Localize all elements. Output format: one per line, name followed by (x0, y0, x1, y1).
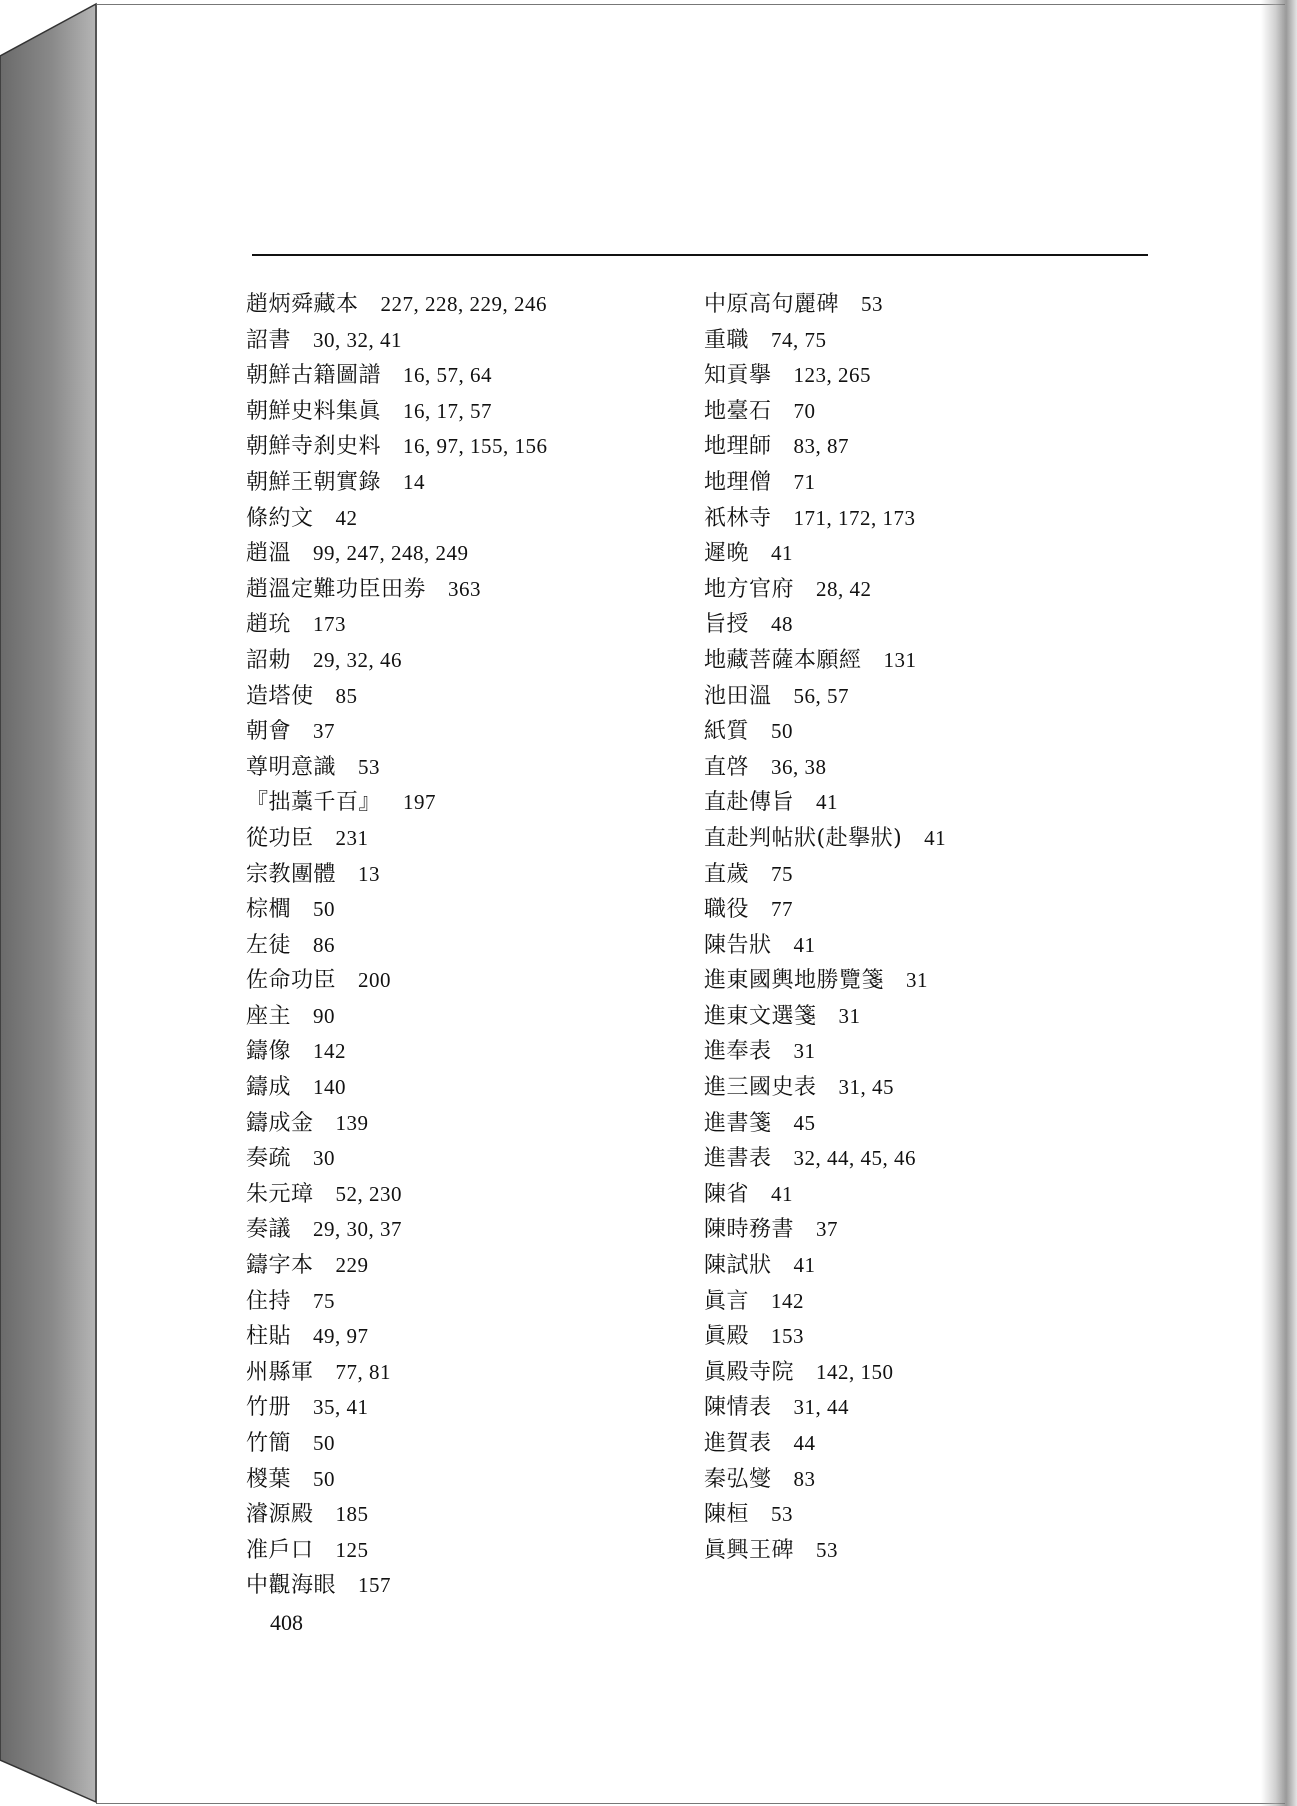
index-term: 住持 (246, 1288, 292, 1314)
index-term: 造塔使 (246, 683, 314, 709)
index-entry (246, 1177, 548, 1213)
index-term: 趙炳舜藏本 (246, 292, 359, 317)
index-entry (246, 394, 548, 430)
index-entry (246, 607, 548, 643)
index-term: 趙玧 (246, 612, 292, 638)
index-page-refs: 50 (771, 719, 794, 744)
index-page-refs: 171, 172, 173 (793, 505, 916, 530)
index-entry (704, 536, 946, 572)
index-term: 眞言 (704, 1288, 750, 1314)
index-page-refs: 16, 97, 155, 156 (403, 434, 548, 459)
index-page-refs: 31 (906, 968, 929, 993)
index-page-refs: 50 (313, 1431, 336, 1455)
index-term: 尊明意識 (246, 754, 337, 780)
index-term: 濬源殿 (246, 1502, 314, 1528)
index-entry (704, 465, 946, 501)
index-page-refs: 142 (313, 1039, 347, 1064)
index-page-refs: 142 (771, 1288, 805, 1313)
index-entry (704, 1390, 946, 1426)
index-term: 陳桓 (704, 1502, 750, 1528)
index-entry (246, 1284, 548, 1320)
index-entry (704, 1212, 946, 1248)
index-entry (246, 643, 548, 679)
index-page-refs: 139 (335, 1110, 369, 1135)
index-entry (246, 821, 548, 857)
index-entry (704, 892, 946, 928)
index-term: 進東國輿地勝覽箋 (704, 968, 885, 994)
index-entry (246, 429, 548, 465)
index-term: 朝鮮寺刹史料 (246, 434, 382, 460)
index-page-refs: 41 (771, 541, 794, 566)
index-term: 條約文 (246, 505, 314, 531)
index-term: 陳情表 (704, 1395, 772, 1421)
index-term: 詔書 (246, 327, 292, 353)
index-page-refs: 74, 75 (771, 327, 827, 352)
index-entry (246, 465, 548, 501)
index-entry (246, 928, 548, 964)
index-page-refs: 86 (313, 932, 336, 957)
index-term: 趙溫定難功臣田劵 (246, 576, 427, 602)
index-entry (246, 1248, 548, 1284)
index-page-refs: 45 (793, 1110, 816, 1135)
index-term: 奏疏 (246, 1146, 292, 1172)
index-entry (246, 679, 548, 715)
index-term: 鑄字本 (246, 1253, 314, 1279)
index-term: 地方官府 (704, 576, 795, 602)
index-page-refs: 16, 17, 57 (403, 398, 493, 423)
index-term: 竹册 (246, 1395, 292, 1421)
index-entry (246, 287, 548, 323)
index-page-refs: 31 (793, 1039, 816, 1064)
index-page-refs: 123, 265 (793, 363, 872, 388)
index-page-refs: 56, 57 (793, 683, 850, 708)
index-entry (246, 1533, 548, 1569)
index-entry (704, 1248, 946, 1284)
index-term: 朱元璋 (246, 1181, 314, 1207)
index-page-refs: 200 (358, 968, 392, 993)
index-page-refs: 99, 247, 248, 249 (313, 541, 469, 566)
index-entry (704, 999, 946, 1035)
index-term: 地臺石 (704, 398, 772, 424)
index-term: 宗教團體 (246, 861, 337, 887)
index-term: 鑄成金 (246, 1110, 314, 1136)
index-entry (246, 1355, 548, 1391)
index-term: 地理師 (704, 434, 772, 460)
index-entry (704, 679, 946, 715)
index-entry (246, 892, 548, 928)
index-entry (246, 1106, 548, 1142)
index-page-refs: 229 (335, 1253, 369, 1278)
index-entry (246, 1034, 548, 1070)
index-page-refs: 90 (313, 1003, 336, 1028)
index-entry (246, 1319, 548, 1355)
index-page-refs: 48 (771, 612, 794, 637)
index-page-refs: 49, 97 (313, 1324, 369, 1349)
index-term: 詔勅 (246, 647, 292, 673)
index-entry (704, 643, 946, 679)
book-spine (0, 0, 100, 1806)
index-entry (704, 323, 946, 359)
index-entry (246, 1212, 548, 1248)
index-page-refs: 363 (448, 576, 482, 601)
index-term: 佐命功臣 (246, 968, 337, 994)
index-term: 中觀海眼 (246, 1573, 337, 1599)
index-page-refs: 41 (793, 932, 816, 957)
index-page-refs: 70 (793, 398, 816, 423)
index-entry (246, 536, 548, 572)
index-page-refs: 53 (771, 1502, 794, 1527)
index-entry (246, 750, 548, 786)
index-entry (704, 394, 946, 430)
index-term: 進三國史表 (704, 1075, 817, 1101)
index-page-refs: 29, 32, 46 (313, 647, 403, 672)
index-page-refs: 30, 32, 41 (313, 327, 403, 352)
index-term: 直啓 (704, 754, 750, 780)
index-page-refs: 41 (793, 1253, 816, 1278)
index-entry (704, 963, 946, 999)
index-page-refs: 85 (335, 683, 358, 708)
index-term: 朝鮮史料集眞 (246, 398, 382, 424)
index-term: 直歲 (704, 861, 750, 887)
index-entry (704, 1497, 946, 1533)
index-page-refs: 29, 30, 37 (313, 1217, 403, 1242)
index-page-refs: 41 (771, 1181, 794, 1206)
index-entry (704, 429, 946, 465)
index-term: 紙質 (704, 719, 750, 745)
index-term: 旨授 (704, 612, 750, 638)
index-term: 棕櫚 (246, 897, 292, 923)
index-page-refs: 71 (793, 469, 816, 494)
index-entry (704, 1106, 946, 1142)
index-term: 眞殿 (704, 1324, 750, 1350)
index-column-left (246, 287, 548, 1604)
index-page-refs: 140 (313, 1075, 347, 1100)
index-page-refs: 35, 41 (313, 1395, 369, 1420)
index-page-refs: 53 (358, 754, 381, 779)
index-entry (704, 1533, 946, 1569)
index-entry (704, 750, 946, 786)
index-term: 朝鮮古籍圖譜 (246, 363, 382, 389)
index-page-refs: 28, 42 (816, 576, 872, 601)
index-term: 鑄像 (246, 1039, 292, 1065)
index-page-refs: 227, 228, 229, 246 (380, 292, 548, 316)
index-entry (704, 1284, 946, 1320)
index-term: 進東文選箋 (704, 1003, 817, 1029)
index-term: 知貢擧 (704, 363, 772, 389)
index-term: 陳時務書 (704, 1217, 795, 1243)
index-term: 『拙藁千百』 (246, 790, 382, 816)
index-term: 陳告狀 (704, 932, 772, 958)
index-column-right (704, 287, 946, 1568)
index-page-refs: 75 (771, 861, 794, 886)
index-page-refs: 197 (403, 790, 437, 815)
index-term: 眞殿寺院 (704, 1359, 795, 1385)
index-page-refs: 142, 150 (816, 1359, 894, 1384)
index-term: 陳省 (704, 1181, 750, 1207)
index-entry (704, 287, 946, 323)
index-page-refs: 36, 38 (771, 754, 827, 779)
index-entry (246, 857, 548, 893)
index-entry (704, 1070, 946, 1106)
index-page-refs: 53 (816, 1537, 839, 1562)
index-term: 地理僧 (704, 469, 772, 495)
index-page-refs: 32, 44, 45, 46 (793, 1146, 917, 1171)
index-entry (704, 857, 946, 893)
index-term: 朝鮮王朝實錄 (246, 469, 382, 495)
index-term: 秦弘燮 (704, 1466, 772, 1492)
index-page-refs: 231 (335, 825, 369, 850)
index-entry (246, 1070, 548, 1106)
index-term: 重職 (704, 327, 750, 353)
index-page-refs: 37 (313, 719, 336, 744)
index-entry (246, 501, 548, 537)
index-entry (246, 999, 548, 1035)
index-term: 陳試狀 (704, 1253, 772, 1279)
index-entry (704, 821, 946, 857)
index-entry (704, 928, 946, 964)
index-term: 准戶口 (246, 1537, 314, 1563)
index-page-refs: 31, 45 (838, 1075, 895, 1100)
index-page-refs: 125 (335, 1537, 369, 1562)
index-term: 朝會 (246, 719, 292, 745)
index-entry (704, 1034, 946, 1070)
index-term: 椶葉 (246, 1466, 292, 1492)
index-entry (704, 1141, 946, 1177)
index-page-refs: 30 (313, 1146, 336, 1171)
index-page-refs: 31, 44 (793, 1395, 850, 1420)
index-page-refs: 50 (313, 1466, 336, 1491)
page-edge-shadow (1261, 0, 1297, 1806)
index-entry (704, 785, 946, 821)
index-page-refs: 75 (313, 1288, 336, 1313)
index-term: 座主 (246, 1003, 292, 1029)
page-number: 408 (270, 1610, 303, 1635)
index-entry (704, 1177, 946, 1213)
index-term: 州縣軍 (246, 1359, 314, 1385)
index-entry (704, 1426, 946, 1462)
index-entry (704, 1319, 946, 1355)
index-page-refs: 131 (883, 647, 917, 672)
index-term: 進書箋 (704, 1110, 772, 1136)
index-page-refs: 41 (816, 790, 839, 815)
index-page-refs: 53 (861, 292, 884, 316)
index-entry (704, 501, 946, 537)
index-term: 奏議 (246, 1217, 292, 1243)
index-term: 祇林寺 (704, 505, 772, 531)
index-page-refs: 185 (335, 1502, 369, 1527)
index-entry (704, 1355, 946, 1391)
index-term: 中原高句麗碑 (704, 292, 840, 317)
index-page-refs: 44 (793, 1431, 816, 1455)
index-page-refs: 77, 81 (335, 1359, 392, 1384)
header-rule (252, 254, 1148, 256)
index-term: 趙溫 (246, 541, 292, 567)
index-term: 鑄成 (246, 1075, 292, 1101)
index-term: 柱貼 (246, 1324, 292, 1350)
index-term: 左徒 (246, 932, 292, 958)
index-entry (246, 963, 548, 999)
index-page-refs: 157 (358, 1573, 392, 1598)
index-entry (704, 714, 946, 750)
index-page-refs: 31 (838, 1003, 861, 1028)
index-entry (704, 607, 946, 643)
index-page-refs: 83, 87 (793, 434, 850, 459)
index-term: 遲晩 (704, 541, 750, 567)
index-entry (246, 1390, 548, 1426)
index-page-refs: 77 (771, 897, 794, 922)
index-page-refs: 13 (358, 861, 381, 886)
index-entry (246, 785, 548, 821)
index-page-refs: 14 (403, 469, 426, 494)
index-entry (246, 1568, 548, 1604)
index-page-refs: 173 (313, 612, 347, 637)
index-page-refs: 52, 230 (335, 1181, 403, 1206)
index-entry (704, 572, 946, 608)
index-term: 職役 (704, 897, 750, 923)
index-entry (704, 1462, 946, 1498)
index-term: 地藏菩薩本願經 (704, 647, 862, 673)
index-entry (246, 1497, 548, 1533)
index-entry (704, 358, 946, 394)
index-page-refs: 50 (313, 897, 336, 922)
index-term: 進奉表 (704, 1039, 772, 1065)
index-page-refs: 153 (771, 1324, 805, 1349)
index-page-refs: 42 (335, 505, 358, 530)
index-page-refs: 37 (816, 1217, 839, 1242)
index-term: 從功臣 (246, 825, 314, 851)
index-term: 進賀表 (704, 1431, 772, 1456)
index-entry (246, 323, 548, 359)
index-entry (246, 1426, 548, 1462)
index-term: 直赴傳旨 (704, 790, 795, 816)
index-term: 眞興王碑 (704, 1537, 795, 1563)
index-term: 進書表 (704, 1146, 772, 1172)
index-term: 直赴判帖狀(赴擧狀) (704, 825, 903, 851)
index-entry (246, 1462, 548, 1498)
index-page-refs: 83 (793, 1466, 816, 1491)
index-term: 池田溫 (704, 683, 772, 709)
index-term: 竹簡 (246, 1431, 292, 1456)
index-entry (246, 572, 548, 608)
index-entry (246, 1141, 548, 1177)
index-page-refs: 16, 57, 64 (403, 363, 493, 388)
index-page-refs: 41 (924, 825, 947, 850)
index-entry (246, 358, 548, 394)
index-entry (246, 714, 548, 750)
